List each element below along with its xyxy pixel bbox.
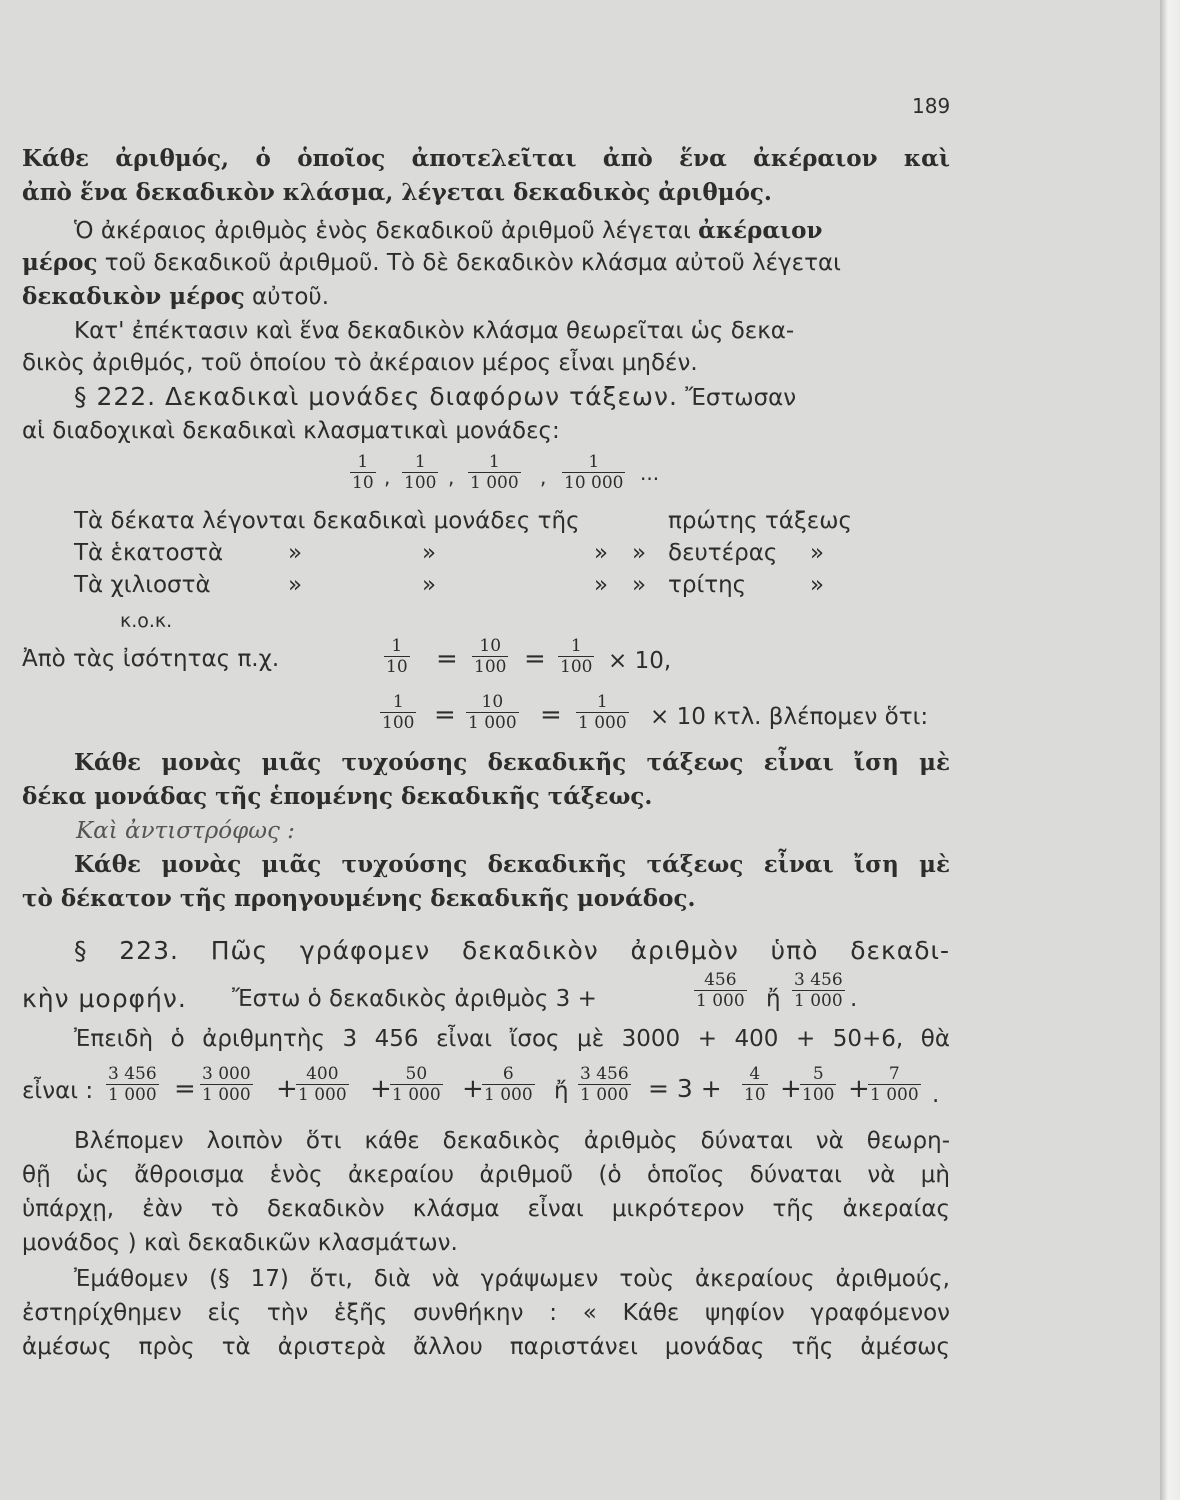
ditto-mark: »	[594, 540, 609, 566]
section-223-heading: § 223. Πῶς γράφομεν δεκαδικὸν ἀριθμὸν ὑπὸ δεκαδι-	[74, 936, 950, 965]
fraction-456-1000: $\frac{456}{1 000}$	[696, 970, 745, 1011]
conversely-label: Καὶ ἀντιστρόφως :	[76, 818, 295, 844]
rule-2-line-1: Κάθε μονὰς μιᾶς τυχούσης δεκαδικῆς τάξεως εἶναι ἴση μὲ	[74, 851, 950, 878]
para2-line-1	[74, 214, 822, 248]
equation-tail: × 10 κτλ. βλέπομεν ὅτι:	[650, 704, 929, 730]
three-plus: = 3 +	[648, 1074, 722, 1103]
einai-label: εἶναι :	[22, 1078, 94, 1104]
para-b-line-3: ἀμέσως πρὸς τὰ ἀριστερὰ ἄλλου παριστάνει μονάδας τῆς ἀμέσως	[22, 1334, 950, 1360]
order-row-3-value: τρίτης	[668, 572, 747, 598]
comma: ,	[384, 465, 391, 489]
ditto-mark: »	[288, 540, 303, 566]
definition-line-2: ἀπὸ ἕνα δεκαδικὸν κλάσμα, λέγεται δεκαδικὸς ἀριθμός.	[22, 179, 772, 206]
fraction: $\frac{1}{100}$	[382, 692, 415, 733]
fraction: $\frac{3 456}{1 000}$	[108, 1064, 157, 1105]
order-row-2-label: Τὰ ἑκατοστὰ	[74, 540, 224, 566]
para2-bold: δεκαδικὸν μέρος	[22, 283, 245, 310]
order-row-3-label: Τὰ χιλιοστὰ	[74, 572, 211, 598]
plus-sign: +	[276, 1074, 298, 1104]
para2-bold: μέρος	[22, 249, 98, 276]
section-222-tail: Ἔστωσαν	[685, 385, 797, 411]
para2-text: αὐτοῦ.	[252, 284, 330, 310]
para2-line-2	[22, 246, 841, 280]
order-row-1-value: πρώτης τάξεως	[668, 508, 852, 534]
fraction: $\frac{3 456}{1 000}$	[580, 1064, 629, 1105]
equals-sign: =	[524, 644, 546, 674]
rule-2-line-2: τὸ δέκατον τῆς προηγουμένης δεκαδικῆς μονάδος.	[22, 885, 696, 912]
para2-line-3	[22, 280, 329, 314]
or-word: ἤ	[554, 1078, 569, 1104]
ditto-mark: »	[632, 540, 647, 566]
para-b-line-1: Ἐμάθομεν (§ 17) ὅτι, διὰ νὰ γράψωμεν τοὺς ἀκεραίους ἀριθμούς,	[74, 1266, 950, 1292]
rule-1-line-1: Κάθε μονὰς μιᾶς τυχούσης δεκαδικῆς τάξεως εἶναι ἴση μὲ	[74, 749, 950, 776]
ditto-mark: »	[810, 540, 825, 566]
fraction: $\frac{6}{1 000}$	[484, 1064, 533, 1105]
ditto-mark: »	[594, 572, 609, 598]
para-a-line-4: μονάδος ) καὶ δεκαδικῶν κλασμάτων.	[22, 1230, 458, 1256]
equation-tail: × 10,	[608, 648, 672, 674]
page-number: 189	[912, 94, 951, 118]
fraction: $\frac{50}{1 000}$	[392, 1064, 441, 1105]
ditto-mark: »	[422, 540, 437, 566]
kok-abbrev: κ.ο.κ.	[120, 610, 173, 632]
definition-line-1: Κάθε ἀριθμός, ὁ ὁποῖος ἀποτελεῖται ἀπὸ ἕνα ἀκέραιον καὶ	[22, 145, 950, 172]
period: .	[932, 1082, 940, 1108]
equals-sign: =	[436, 644, 458, 674]
para-a-line-1: Βλέπομεν λοιπὸν ὅτι κάθε δεκαδικὸς ἀριθμὸς δύναται νὰ θεωρη-	[74, 1128, 950, 1154]
order-row-2-value: δευτέρας	[668, 540, 778, 566]
comma: ,	[540, 465, 547, 489]
fraction: $\frac{10}{1 000}$	[468, 692, 517, 733]
fraction: $\frac{10}{100}$	[474, 636, 507, 677]
equals-sign: =	[174, 1074, 196, 1104]
fraction-1-1000: $\frac{1}{1 000}$	[470, 452, 519, 493]
order-row-1-label: Τὰ δέκατα λέγονται δεκαδικαὶ μονάδες τῆς	[74, 508, 580, 534]
ditto-mark: »	[810, 572, 825, 598]
fraction-1-100: $\frac{1}{100}$	[404, 452, 437, 493]
page-edge	[1160, 0, 1180, 1500]
period: .	[850, 986, 858, 1012]
fraction: $\frac{7}{1 000}$	[870, 1064, 919, 1105]
para-b-line-2: ἐστηρίχθημεν εἰς τὴν ἑξῆς συνθήκην : « Κάθε ψηφίον γραφόμενον	[22, 1300, 950, 1326]
fraction: $\frac{1}{1 000}$	[578, 692, 627, 733]
ditto-mark: »	[288, 572, 303, 598]
ditto-mark: »	[632, 572, 647, 598]
fraction: $\frac{400}{1 000}$	[298, 1064, 347, 1105]
para3-line-1: Κατ' ἐπέκτασιν καὶ ἕνα δεκαδικὸν κλάσμα θεωρεῖται ὡς δεκα-	[74, 318, 795, 344]
equals-sign: =	[540, 700, 562, 730]
fraction: $\frac{3 000}{1 000}$	[202, 1064, 251, 1105]
ellipsis: ...	[640, 461, 660, 485]
plus-sign: +	[462, 1074, 484, 1104]
equals-sign: =	[434, 700, 456, 730]
fraction: $\frac{4}{10}$	[744, 1064, 766, 1105]
section-222-title: § 222. Δεκαδικαὶ μονάδες διαφόρων τάξεων.	[74, 382, 678, 411]
or-word: ἤ	[766, 986, 781, 1012]
plus-sign: +	[848, 1074, 870, 1104]
fraction-1-10: $\frac{1}{10}$	[352, 452, 374, 493]
rule-1-line-2: δέκα μονάδας τῆς ἑπομένης δεκαδικῆς τάξεως.	[22, 783, 653, 810]
fraction: $\frac{1}{100}$	[560, 636, 593, 677]
para2-bold: ἀκέραιον	[698, 217, 823, 244]
fraction-3456-1000: $\frac{3 456}{1 000}$	[794, 970, 843, 1011]
para2-text: Ὁ ἀκέραιος ἀριθμὸς ἑνὸς δεκαδικοῦ ἀριθμοῦ λέγεται	[74, 218, 691, 244]
section-222-heading	[74, 380, 796, 415]
equation-intro: Ἀπὸ τὰς ἰσότητας π.χ.	[22, 646, 280, 672]
plus-sign: +	[370, 1074, 392, 1104]
section-223-line-3: Ἐπειδὴ ὁ ἀριθμητὴς 3 456 εἶναι ἴσος μὲ 3000 + 400 + 50+6, θὰ	[74, 1026, 950, 1052]
section-223-line-2: Ἔστω ὁ δεκαδικὸς ἀριθμὸς 3 +	[232, 986, 597, 1012]
fraction: $\frac{1}{10}$	[386, 636, 408, 677]
comma: ,	[448, 465, 455, 489]
plus-sign: +	[780, 1074, 802, 1104]
fraction-1-10000: $\frac{1}{10 000}$	[564, 452, 624, 493]
fraction: $\frac{5}{100}$	[802, 1064, 835, 1105]
section-222-line-2: αἱ διαδοχικαὶ δεκαδικαὶ κλασματικαὶ μονάδες:	[22, 418, 560, 444]
section-223-heading-2: κὴν μορφήν.	[22, 984, 187, 1013]
para2-text: τοῦ δεκαδικοῦ ἀριθμοῦ. Τὸ δὲ δεκαδικὸν κλάσμα αὐτοῦ λέγεται	[104, 250, 841, 276]
para-a-line-3: ὑπάρχῃ, ἐὰν τὸ δεκαδικὸν κλάσμα εἶναι μικρότερον τῆς ἀκεραίας	[22, 1196, 950, 1222]
para3-line-2: δικὸς ἀριθμός, τοῦ ὁποίου τὸ ἀκέραιον μέρος εἶναι μηδέν.	[22, 350, 698, 376]
para-a-line-2: θῇ ὡς ἄθροισμα ἑνὸς ἀκεραίου ἀριθμοῦ (ὁ ὁποῖος δύναται νὰ μὴ	[22, 1162, 950, 1188]
ditto-mark: »	[422, 572, 437, 598]
